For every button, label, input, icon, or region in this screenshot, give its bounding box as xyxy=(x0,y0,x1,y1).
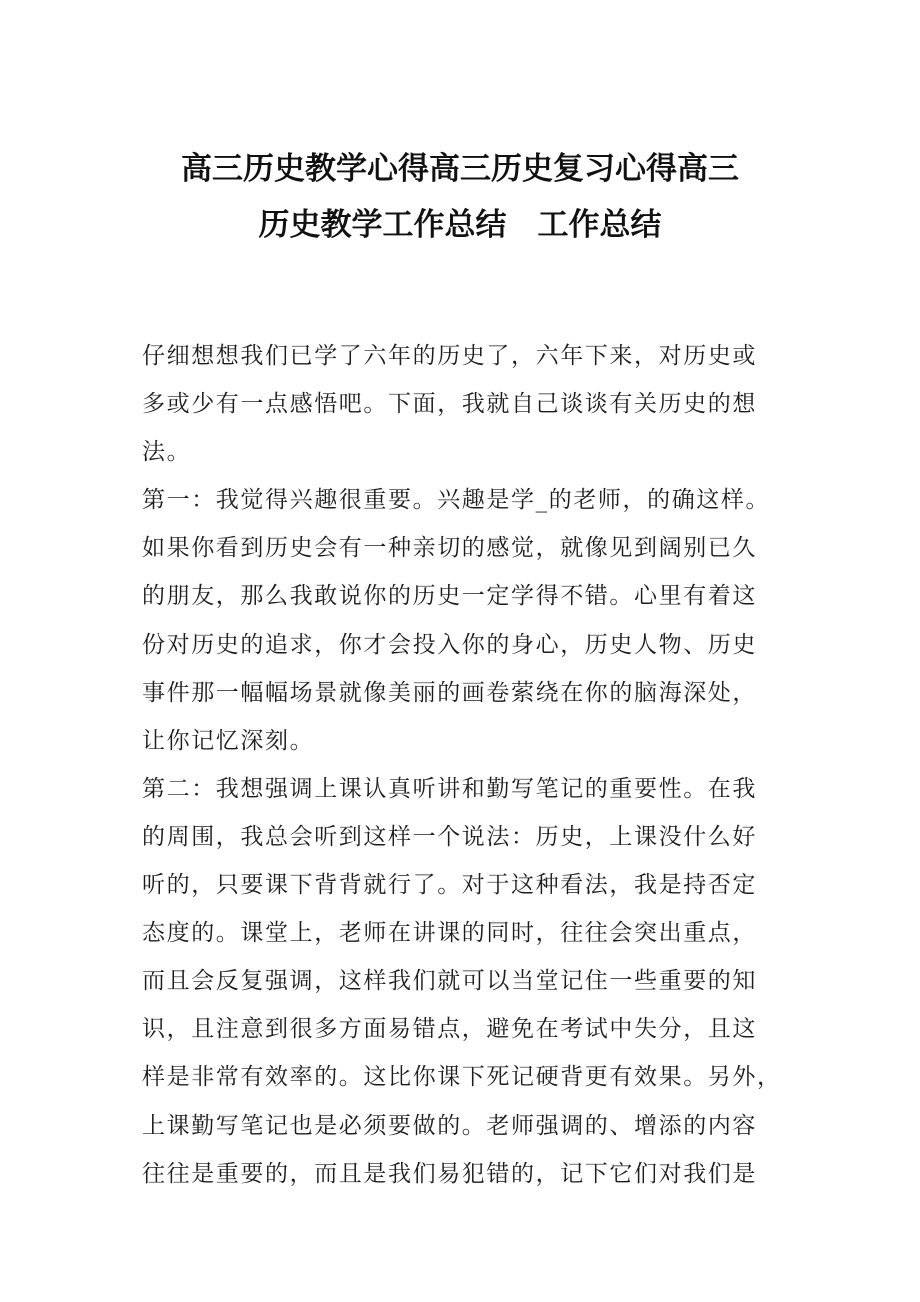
body-line: 往往是重要的，而且是我们易犯错的，记下它们对我们是 xyxy=(142,1160,757,1187)
body-line: 样是非常有效率的。这比你课下死记硬背更有效果。另外， xyxy=(142,1064,782,1091)
document-title-line-1: 高三历史教学心得高三历史复习心得高三 xyxy=(181,151,739,187)
body-line: 份对历史的追求，你才会投入你的身心，历史人物、历史 xyxy=(142,631,757,658)
body-line: 的周围，我总会听到这样一个说法：历史，上课没什么好 xyxy=(142,823,757,850)
body-line: 识，且注意到很多方面易错点，避免在考试中失分，且这 xyxy=(142,1016,757,1043)
body-line: 态度的。课堂上，老师在讲课的同时，往往会突出重点， xyxy=(142,920,757,947)
body-line: 第一：我觉得兴趣很重要。兴趣是学_的老师，的确这样。 xyxy=(142,487,771,514)
body-line: 的朋友，那么我敢说你的历史一定学得不错。心里有着这 xyxy=(142,583,757,610)
document-body xyxy=(142,332,782,1198)
body-line: 如果你看到历史会有一种亲切的感觉，就像见到阔别已久 xyxy=(142,535,757,562)
body-line: 让你记忆深刻。 xyxy=(142,727,315,754)
body-line: 仔细想想我们已学了六年的历史了，六年下来，对历史或 xyxy=(142,343,757,369)
body-line: 而且会反复强调，这样我们就可以当堂记住一些重要的知 xyxy=(142,968,757,995)
body-line: 法。 xyxy=(142,439,192,466)
body-line: 上课勤写笔记也是必须要做的。老师强调的、增添的内容 xyxy=(142,1112,757,1139)
body-line: 听的，只要课下背背就行了。对于这种看法，我是持否定 xyxy=(142,872,757,899)
body-line: 多或少有一点感悟吧。下面，我就自己谈谈有关历史的想 xyxy=(142,391,757,418)
body-line: 事件那一幅幅场景就像美丽的画卷萦绕在你的脑海深处， xyxy=(142,679,757,706)
body-line: 第二：我想强调上课认真听讲和勤写笔记的重要性。在我 xyxy=(142,775,757,802)
document-title-line-2: 历史教学工作总结 工作总结 xyxy=(258,207,662,243)
